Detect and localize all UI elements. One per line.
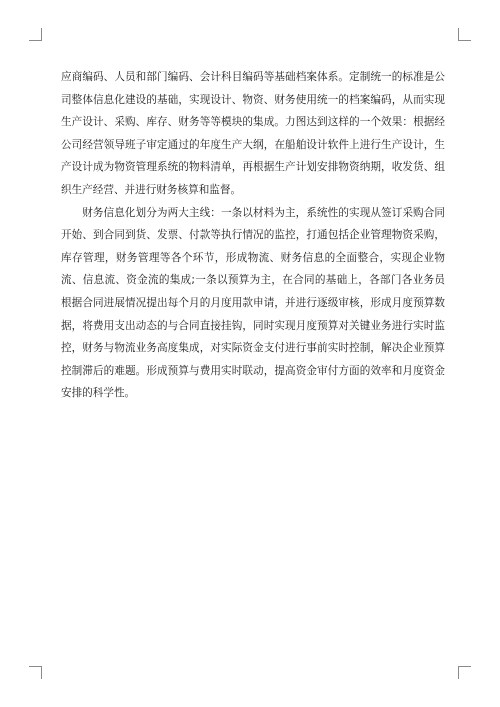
crop-mark-bottom-left [29, 666, 42, 679]
document-body [61, 66, 445, 405]
crop-mark-top-left [29, 28, 42, 41]
paragraph-archive-coding: 应商编码、人员和部门编码、会计科目编码等基础档案体系。定制统一的标准是公司整体信息化建设的基础，实现设计、物资、财务使用统一的档案编码，从而实现生产设计、采购、库存、财务等等模块的集成。力图达到这样的一个效果：根据经公司经营领导班子审定通过的年度生产大纲，在船舶设计软件上进行生产设计，生产设计成为物资管理系统的物料清单，再根据生产计划安排物资纳期，收发货、组织生产经营、并进行财务核算和监督。 [61, 71, 445, 196]
crop-mark-bottom-right [458, 666, 471, 679]
crop-mark-top-right [458, 28, 471, 41]
paragraph-finance-mainlines: 财务信息化划分为两大主线：一条以材料为主，系统性的实现从签订采购合同开始、到合同到货、发票、付款等执行情况的监控，打通包括企业管理物资采购，库存管理，财务管理等各个环节，形成物流、财务信息的全面整合，实现企业物流、信息流、资金流的集成;一条以预算为主，在合同的基础上，各部门各业务员根据合同进展情况提出每个月的月度用款申请，并进行逐级审核，形成月度预算数据，将费用支出动态的与合同直接挂钩，同时实现月度预算对关键业务进行实时监控，财务与物流业务高度集成，对实际资金支付进行事前实时控制，解决企业预算控制滞后的难题。形成预算与费用实时联动，提高资金审付方面的效率和月度资金安排的科学性。 [61, 206, 445, 400]
